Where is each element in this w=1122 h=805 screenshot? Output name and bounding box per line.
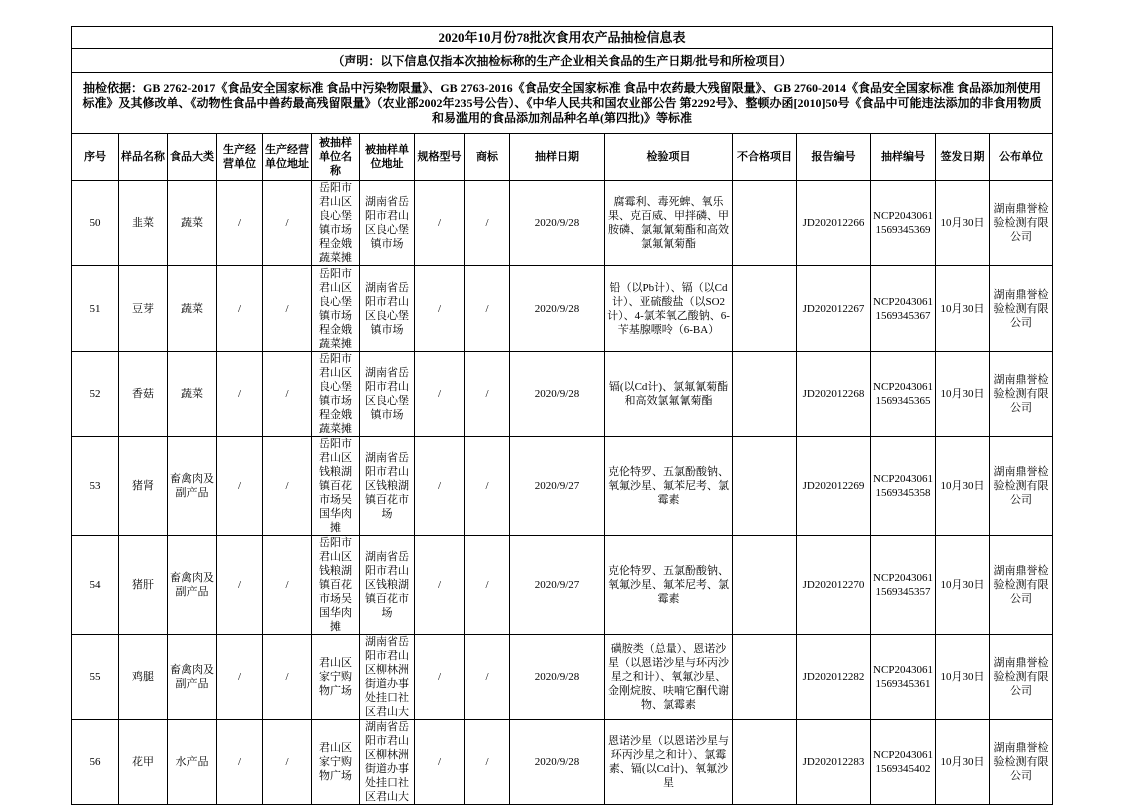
table-cell-sample-name: 鸡腿 <box>119 635 168 720</box>
column-header-sample-name: 样品名称 <box>119 134 168 181</box>
table-cell-sample-name: 豆芽 <box>119 266 168 352</box>
table-cell-failed-items <box>733 536 797 635</box>
table-cell-category: 畜禽肉及副产品 <box>168 635 217 720</box>
table-cell-report-no: JD202012282 <box>797 635 871 720</box>
table-cell-producer-address: / <box>263 266 312 352</box>
table-cell-brand: / <box>465 536 510 635</box>
table-cell-failed-items <box>733 266 797 352</box>
table-cell-spec-model: / <box>415 352 465 437</box>
table-cell-sample-name: 猪肝 <box>119 536 168 635</box>
column-header-row <box>72 134 1053 181</box>
table-cell-publisher: 湖南鼎誉检验检测有限公司 <box>990 635 1053 720</box>
table-cell-producer-address: / <box>263 352 312 437</box>
table-cell-report-no: JD202012266 <box>797 181 871 266</box>
table-cell-sample-name: 韭菜 <box>119 181 168 266</box>
table-cell-issue-date: 10月30日 <box>936 720 990 805</box>
table-cell-producer: / <box>217 720 263 805</box>
table-row <box>72 536 1053 635</box>
table-cell-sample-no: NCP20430611569345365 <box>871 352 936 437</box>
table-cell-category: 畜禽肉及副产品 <box>168 536 217 635</box>
column-header-failed-items: 不合格项目 <box>733 134 797 181</box>
table-row <box>72 635 1053 720</box>
table-cell-issue-date: 10月30日 <box>936 352 990 437</box>
table-cell-producer: / <box>217 536 263 635</box>
table-cell-sampled-unit-name: 岳阳市君山区良心堡镇市场程金娥蔬菜摊 <box>312 352 360 437</box>
table-row <box>72 352 1053 437</box>
column-header-sample-no: 抽样编号 <box>871 134 936 181</box>
column-header-spec-model: 规格型号 <box>415 134 465 181</box>
table-row <box>72 720 1053 805</box>
table-cell-producer: / <box>217 437 263 536</box>
table-cell-brand: / <box>465 437 510 536</box>
table-cell-index: 56 <box>72 720 119 805</box>
table-cell-sample-name: 花甲 <box>119 720 168 805</box>
table-cell-producer-address: / <box>263 536 312 635</box>
column-header-test-items: 检验项目 <box>605 134 733 181</box>
table-cell-report-no: JD202012267 <box>797 266 871 352</box>
table-cell-spec-model: / <box>415 720 465 805</box>
column-header-category: 食品大类 <box>168 134 217 181</box>
table-cell-category: 蔬菜 <box>168 266 217 352</box>
table-cell-sample-date: 2020/9/28 <box>510 181 605 266</box>
table-cell-brand: / <box>465 352 510 437</box>
table-cell-spec-model: / <box>415 266 465 352</box>
table-cell-publisher: 湖南鼎誉检验检测有限公司 <box>990 536 1053 635</box>
table-cell-report-no: JD202012268 <box>797 352 871 437</box>
table-cell-publisher: 湖南鼎誉检验检测有限公司 <box>990 720 1053 805</box>
table-cell-sample-no: NCP20430611569345357 <box>871 536 936 635</box>
column-header-sampled-unit-address: 被抽样单位地址 <box>360 134 415 181</box>
table-cell-issue-date: 10月30日 <box>936 635 990 720</box>
table-cell-producer-address: / <box>263 635 312 720</box>
table-cell-brand: / <box>465 266 510 352</box>
table-cell-report-no: JD202012269 <box>797 437 871 536</box>
table-cell-index: 52 <box>72 352 119 437</box>
table-cell-failed-items <box>733 181 797 266</box>
table-cell-sample-no: NCP20430611569345367 <box>871 266 936 352</box>
table-cell-issue-date: 10月30日 <box>936 181 990 266</box>
table-cell-publisher: 湖南鼎誉检验检测有限公司 <box>990 352 1053 437</box>
table-cell-report-no: JD202012270 <box>797 536 871 635</box>
table-cell-publisher: 湖南鼎誉检验检测有限公司 <box>990 181 1053 266</box>
table-cell-test-items: 克伦特罗、五氯酚酸钠、氧氟沙星、氟苯尼考、氯霉素 <box>605 536 733 635</box>
table-title-row <box>72 27 1053 49</box>
table-cell-sampled-unit-address: 湖南省岳阳市君山区良心堡镇市场 <box>360 352 415 437</box>
table-cell-test-items: 腐霉利、毒死蜱、氧乐果、克百威、甲拌磷、甲胺磷、氯氟氰菊酯和高效氯氟氰菊酯 <box>605 181 733 266</box>
table-cell-index: 55 <box>72 635 119 720</box>
statement-text: （声明：以下信息仅指本次抽检标称的生产企业相关食品的生产日期/批号和所检项目） <box>72 49 1053 73</box>
table-cell-sample-date: 2020/9/27 <box>510 536 605 635</box>
table-cell-brand: / <box>465 181 510 266</box>
table-cell-sample-no: NCP20430611569345361 <box>871 635 936 720</box>
column-header-publisher: 公布单位 <box>990 134 1053 181</box>
table-cell-index: 54 <box>72 536 119 635</box>
table-cell-issue-date: 10月30日 <box>936 266 990 352</box>
table-cell-spec-model: / <box>415 536 465 635</box>
table-cell-sampled-unit-address: 湖南省岳阳市君山区柳林洲街道办事处挂口社区君山大 <box>360 635 415 720</box>
table-cell-category: 蔬菜 <box>168 181 217 266</box>
table-cell-spec-model: / <box>415 181 465 266</box>
table-cell-index: 50 <box>72 181 119 266</box>
table-cell-producer: / <box>217 266 263 352</box>
table-cell-sample-date: 2020/9/28 <box>510 635 605 720</box>
table-cell-report-no: JD202012283 <box>797 720 871 805</box>
inspection-table <box>71 26 1053 805</box>
column-header-issue-date: 签发日期 <box>936 134 990 181</box>
table-cell-publisher: 湖南鼎誉检验检测有限公司 <box>990 266 1053 352</box>
table-cell-sample-name: 猪肾 <box>119 437 168 536</box>
column-header-producer: 生产经营单位 <box>217 134 263 181</box>
basis-text: 抽检依据：GB 2762-2017《食品安全国家标准 食品中污染物限量》、GB 2763-2016《食品安全国家标准 食品中农药最大残留限量》、GB 2760-2014《食品安全国家标准 食品添加剂使用标准》及其修改单、《动物性食品中兽药最高残留限量》（农业部2002年235号公告）、《中华人民共和国农业部公告 第2292号》、整顿办函[2010]50号《食品中可能违法添加的非食用物质和易滥用的食品添加剂品种名单(第四批)》等标准 <box>72 73 1053 134</box>
table-cell-producer: / <box>217 181 263 266</box>
basis-row <box>72 73 1053 134</box>
table-cell-sampled-unit-address: 湖南省岳阳市君山区良心堡镇市场 <box>360 181 415 266</box>
table-cell-sample-date: 2020/9/28 <box>510 352 605 437</box>
table-cell-producer-address: / <box>263 437 312 536</box>
table-cell-failed-items <box>733 437 797 536</box>
table-cell-sampled-unit-name: 岳阳市君山区钱粮湖镇百花市场吴国华肉摊 <box>312 536 360 635</box>
table-cell-sampled-unit-name: 岳阳市君山区钱粮湖镇百花市场吴国华肉摊 <box>312 437 360 536</box>
document-page <box>71 26 1053 805</box>
table-cell-index: 53 <box>72 437 119 536</box>
table-cell-sampled-unit-address: 湖南省岳阳市君山区钱粮湖镇百花市场 <box>360 536 415 635</box>
table-cell-sample-no: NCP20430611569345358 <box>871 437 936 536</box>
table-cell-sample-date: 2020/9/28 <box>510 266 605 352</box>
table-cell-producer: / <box>217 352 263 437</box>
page-title: 2020年10月份78批次食用农产品抽检信息表 <box>72 27 1053 49</box>
table-cell-sample-date: 2020/9/28 <box>510 720 605 805</box>
table-cell-spec-model: / <box>415 437 465 536</box>
table-cell-sample-name: 香菇 <box>119 352 168 437</box>
table-cell-test-items: 铅（以Pb计）、镉（以Cd计）、亚硫酸盐（以SO2计）、4-氯苯氧乙酸钠、6-苄基腺嘌呤（6-BA） <box>605 266 733 352</box>
table-cell-brand: / <box>465 720 510 805</box>
table-body <box>72 181 1053 805</box>
table-cell-test-items: 镉(以Cd计)、氯氟氰菊酯和高效氯氟氰菊酯 <box>605 352 733 437</box>
column-header-sampled-unit-name: 被抽样单位名称 <box>312 134 360 181</box>
column-header-sample-date: 抽样日期 <box>510 134 605 181</box>
column-header-producer-address: 生产经营单位地址 <box>263 134 312 181</box>
table-cell-issue-date: 10月30日 <box>936 536 990 635</box>
table-cell-publisher: 湖南鼎誉检验检测有限公司 <box>990 437 1053 536</box>
table-cell-spec-model: / <box>415 635 465 720</box>
table-cell-brand: / <box>465 635 510 720</box>
table-cell-failed-items <box>733 352 797 437</box>
table-cell-category: 畜禽肉及副产品 <box>168 437 217 536</box>
column-header-report-no: 报告编号 <box>797 134 871 181</box>
table-cell-test-items: 磺胺类（总量）、恩诺沙星（以恩诺沙星与环丙沙星之和计）、氧氟沙星、金刚烷胺、呋喃它酮代谢物、氯霉素 <box>605 635 733 720</box>
table-cell-sampled-unit-address: 湖南省岳阳市君山区柳林洲街道办事处挂口社区君山大 <box>360 720 415 805</box>
table-row <box>72 181 1053 266</box>
table-cell-sample-no: NCP20430611569345369 <box>871 181 936 266</box>
table-cell-test-items: 恩诺沙星（以恩诺沙星与环丙沙星之和计）、氯霉素、镉(以Cd计)、氧氟沙星 <box>605 720 733 805</box>
table-cell-producer-address: / <box>263 181 312 266</box>
table-cell-sampled-unit-name: 岳阳市君山区良心堡镇市场程金娥蔬菜摊 <box>312 266 360 352</box>
table-cell-test-items: 克伦特罗、五氯酚酸钠、氧氟沙星、氟苯尼考、氯霉素 <box>605 437 733 536</box>
table-cell-category: 水产品 <box>168 720 217 805</box>
table-cell-sampled-unit-name: 君山区家宁购物广场 <box>312 635 360 720</box>
table-cell-sampled-unit-name: 君山区家宁购物广场 <box>312 720 360 805</box>
table-cell-sampled-unit-address: 湖南省岳阳市君山区钱粮湖镇百花市场 <box>360 437 415 536</box>
table-cell-failed-items <box>733 720 797 805</box>
column-header-brand: 商标 <box>465 134 510 181</box>
table-cell-sampled-unit-name: 岳阳市君山区良心堡镇市场程金娥蔬菜摊 <box>312 181 360 266</box>
statement-row <box>72 49 1053 73</box>
table-cell-category: 蔬菜 <box>168 352 217 437</box>
table-cell-producer: / <box>217 635 263 720</box>
column-header-index: 序号 <box>72 134 119 181</box>
table-row <box>72 437 1053 536</box>
table-cell-issue-date: 10月30日 <box>936 437 990 536</box>
table-cell-sample-no: NCP20430611569345402 <box>871 720 936 805</box>
table-row <box>72 266 1053 352</box>
table-cell-sampled-unit-address: 湖南省岳阳市君山区良心堡镇市场 <box>360 266 415 352</box>
table-cell-failed-items <box>733 635 797 720</box>
table-cell-producer-address: / <box>263 720 312 805</box>
table-cell-index: 51 <box>72 266 119 352</box>
table-cell-sample-date: 2020/9/27 <box>510 437 605 536</box>
